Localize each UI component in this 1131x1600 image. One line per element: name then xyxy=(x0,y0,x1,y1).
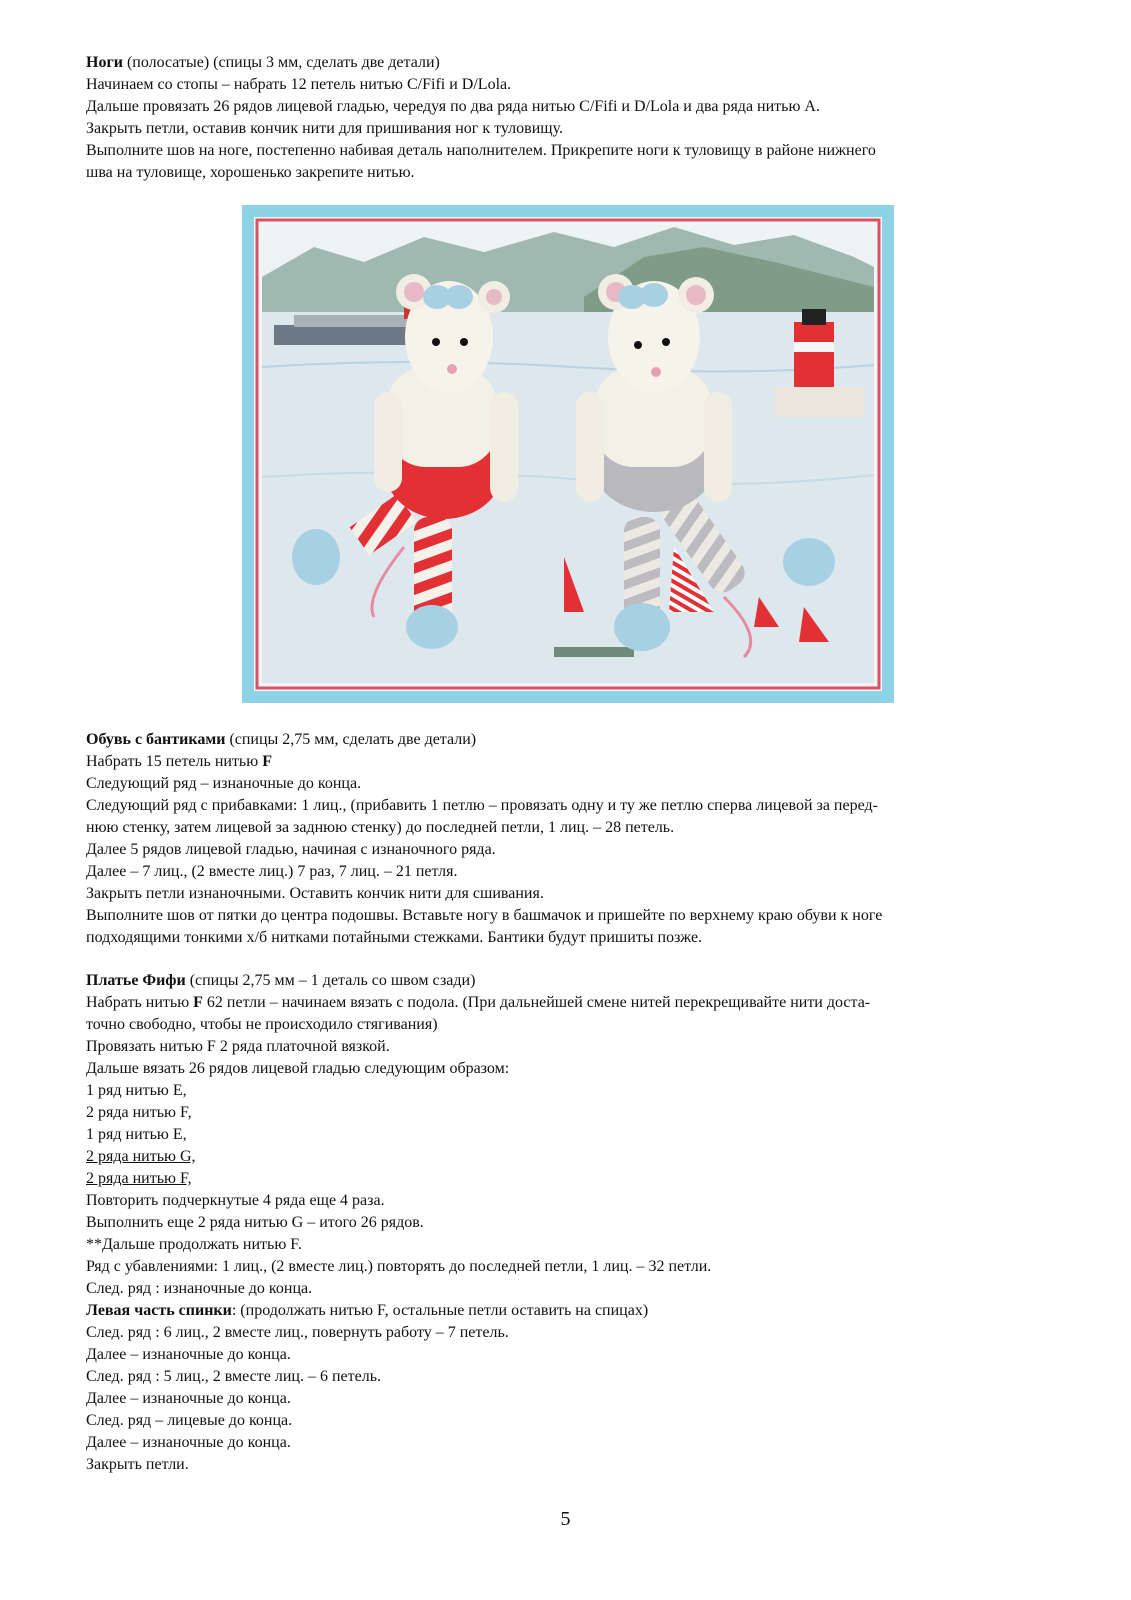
dress-title: Платье Фифи xyxy=(86,972,186,989)
dress-line: След. ряд : 6 лиц., 2 вместе лиц., повернуть работу – 7 петель. xyxy=(86,1324,509,1341)
dress-line-a: Набрать нитью xyxy=(86,994,194,1011)
shoes-line: Следующий ряд с прибавками: 1 лиц., (прибавить 1 петлю – провязать одну и ту же петлю сперва лицевой за перед- xyxy=(86,797,878,814)
dress-line: След. ряд : 5 лиц., 2 вместе лиц. – 6 петель. xyxy=(86,1368,381,1385)
shoes-line: Выполните шов от пятки до центра подошвы. Вставьте ногу в башмачок и пришейте по верхнему краю обуви к ноге xyxy=(86,907,883,924)
dress-line: Далее – изнаночные до конца. xyxy=(86,1434,291,1451)
dress-line: Закрыть петли. xyxy=(86,1456,189,1473)
dress-line: След. ряд : изнаночные до конца. xyxy=(86,1280,313,1297)
shoes-line: нюю стенку, затем лицевой за заднюю стенку) до последней петли, 1 лиц. – 28 петель. xyxy=(86,819,675,836)
dress-line: Повторить подчеркнутые 4 ряда еще 4 раза. xyxy=(86,1192,385,1209)
shoes-line: Закрыть петли изнаночными. Оставить кончик нити для сшивания. xyxy=(86,885,544,902)
shoes-line: Следующий ряд – изнаночные до конца. xyxy=(86,775,362,792)
dress-heading xyxy=(86,970,1046,992)
shoes-line-bold: F xyxy=(262,753,272,770)
shoes-section xyxy=(86,729,1046,949)
legs-line: Начинаем со стопы – набрать 12 петель нитью C/Fifi и D/Lola. xyxy=(86,76,512,93)
dress-line: точно свободно, чтобы не происходило стягивания) xyxy=(86,1016,438,1033)
dress-line: 1 ряд нитью E, xyxy=(86,1082,187,1099)
shoes-line xyxy=(86,751,1046,773)
legs-line: Дальше провязать 26 рядов лицевой гладью, чередуя по два ряда нитью C/Fifi и D/Lola и два ряда нитью А. xyxy=(86,98,820,115)
shoes-heading xyxy=(86,729,1046,751)
dress-line: Далее – изнаночные до конца. xyxy=(86,1346,291,1363)
dress-line: Провязать нитью F 2 ряда платочной вязкой. xyxy=(86,1038,390,1055)
shoes-line: Далее 5 рядов лицевой гладью, начиная с изнаночного ряда. xyxy=(86,841,496,858)
dress-line-underlined xyxy=(86,1168,1046,1190)
back-heading xyxy=(86,1300,1046,1322)
shoes-line: Далее – 7 лиц., (2 вместе лиц.) 7 раз, 7 лиц. – 21 петля. xyxy=(86,863,458,880)
dress-line-b: 62 петли – начинаем вязать с подола. (При дальнейшей смене нитей перекрещивайте нити доста- xyxy=(202,994,871,1011)
dress-line-bold: F xyxy=(193,994,203,1011)
knitted-mice-photo xyxy=(254,217,882,691)
dress-title-rest: (спицы 2,75 мм – 1 деталь со швом сзади) xyxy=(185,972,476,989)
legs-line: Выполните шов на ноге, постепенно набивая деталь наполнителем. Прикрепите ноги к туловищу в районе нижнего xyxy=(86,142,876,159)
legs-title-rest: (полосатые) (спицы 3 мм, сделать две детали) xyxy=(122,54,440,71)
dress-line: **Дальше продолжать нитью F. xyxy=(86,1236,302,1253)
dress-line: След. ряд – лицевые до конца. xyxy=(86,1412,293,1429)
shoes-title: Обувь с бантиками xyxy=(86,731,226,748)
sea xyxy=(262,312,874,683)
shoes-title-rest: (спицы 2,75 мм, сделать две детали) xyxy=(225,731,477,748)
page-number: 5 xyxy=(560,1508,571,1530)
shoes-line: подходящими тонкими х/б нитками потайными стежками. Бантики будут пришиты позже. xyxy=(86,929,703,946)
legs-line: шва на туловище, хорошенько закрепите нитью. xyxy=(86,164,415,181)
legs-heading xyxy=(86,52,1046,74)
back-title-rest: : (продолжать нитью F, остальные петли оставить на спицах) xyxy=(231,1302,649,1319)
legs-title: Ноги xyxy=(86,54,123,71)
underlined-text: 2 ряда нитью G, xyxy=(86,1148,196,1165)
legs-section xyxy=(86,52,1046,184)
dress-line: Ряд с убавлениями: 1 лиц., (2 вместе лиц.) повторять до последней петли, 1 лиц. – 32 петли. xyxy=(86,1258,712,1275)
photo-frame xyxy=(242,205,894,703)
underlined-text: 2 ряда нитью F, xyxy=(86,1170,192,1187)
dress-line-underlined xyxy=(86,1146,1046,1168)
back-title: Левая часть спинки xyxy=(86,1302,232,1319)
shoes-line-text: Набрать 15 петель нитью xyxy=(86,753,263,770)
dress-line: 1 ряд нитью E, xyxy=(86,1126,187,1143)
dress-section xyxy=(86,970,1046,1476)
dress-line: 2 ряда нитью F, xyxy=(86,1104,192,1121)
dress-line: Выполнить еще 2 ряда нитью G – итого 26 рядов. xyxy=(86,1214,424,1231)
dress-line xyxy=(86,992,1046,1014)
dress-line: Дальше вязать 26 рядов лицевой гладью следующим образом: xyxy=(86,1060,510,1077)
dress-line: Далее – изнаночные до конца. xyxy=(86,1390,291,1407)
legs-line: Закрыть петли, оставив кончик нити для пришивания ног к туловищу. xyxy=(86,120,563,137)
